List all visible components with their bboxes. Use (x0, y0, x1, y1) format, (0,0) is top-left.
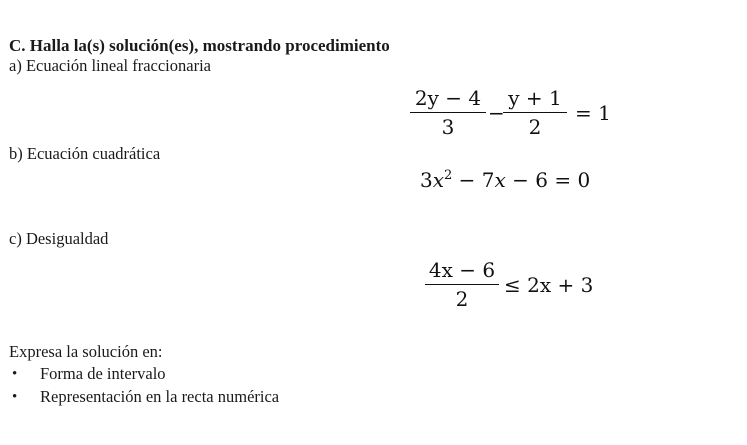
equation-a-fraction-2-denominator: 2 (528, 115, 542, 139)
equation-a-fraction-1-numerator: 2y − 4 (414, 86, 482, 110)
equation-a-rhs: = 1 (575, 101, 611, 125)
equation-b-var-2: x (494, 168, 506, 192)
equation-b-coef: 3 (420, 168, 433, 192)
inequality-c-denominator: 2 (455, 287, 469, 311)
equation-b-middle: − 7 (452, 168, 495, 192)
inequality-c-numerator: 4x − 6 (428, 258, 496, 282)
equation-a-fraction-2-numerator: y + 1 (508, 86, 562, 110)
item-b-label: b) Ecuación cuadrática (9, 144, 161, 163)
item-a-label: a) Ecuación lineal fraccionaria (9, 56, 211, 75)
inequality-c (425, 258, 615, 318)
bullet-icon: • (12, 366, 18, 382)
bullet-icon: • (12, 389, 18, 405)
equation-a-fraction-1 (410, 86, 486, 139)
equation-b (420, 170, 590, 190)
section-heading: C. Halla la(s) solución(es), mostrando procedimiento (9, 36, 390, 55)
equation-b-var: x (432, 168, 445, 192)
list-item-text: Forma de intervalo (40, 364, 166, 383)
inequality-c-fraction (425, 258, 499, 311)
fraction-bar (425, 284, 499, 285)
equation-a-fraction-1-denominator: 3 (441, 115, 455, 139)
equation-a-fraction-2 (503, 86, 567, 139)
instructions-intro: Expresa la solución en: (9, 342, 163, 361)
fraction-bar (503, 112, 567, 113)
item-c-label: c) Desigualdad (9, 229, 109, 248)
equation-b-exponent: 2 (444, 168, 453, 183)
equation-a-minus: − (488, 101, 505, 125)
equation-b-tail: − 6 = 0 (505, 168, 591, 192)
list-item-text: Representación en la recta numérica (40, 387, 280, 406)
fraction-bar (410, 112, 486, 113)
equation-a (410, 86, 620, 146)
inequality-c-rhs: ≤ 2x + 3 (504, 273, 594, 297)
